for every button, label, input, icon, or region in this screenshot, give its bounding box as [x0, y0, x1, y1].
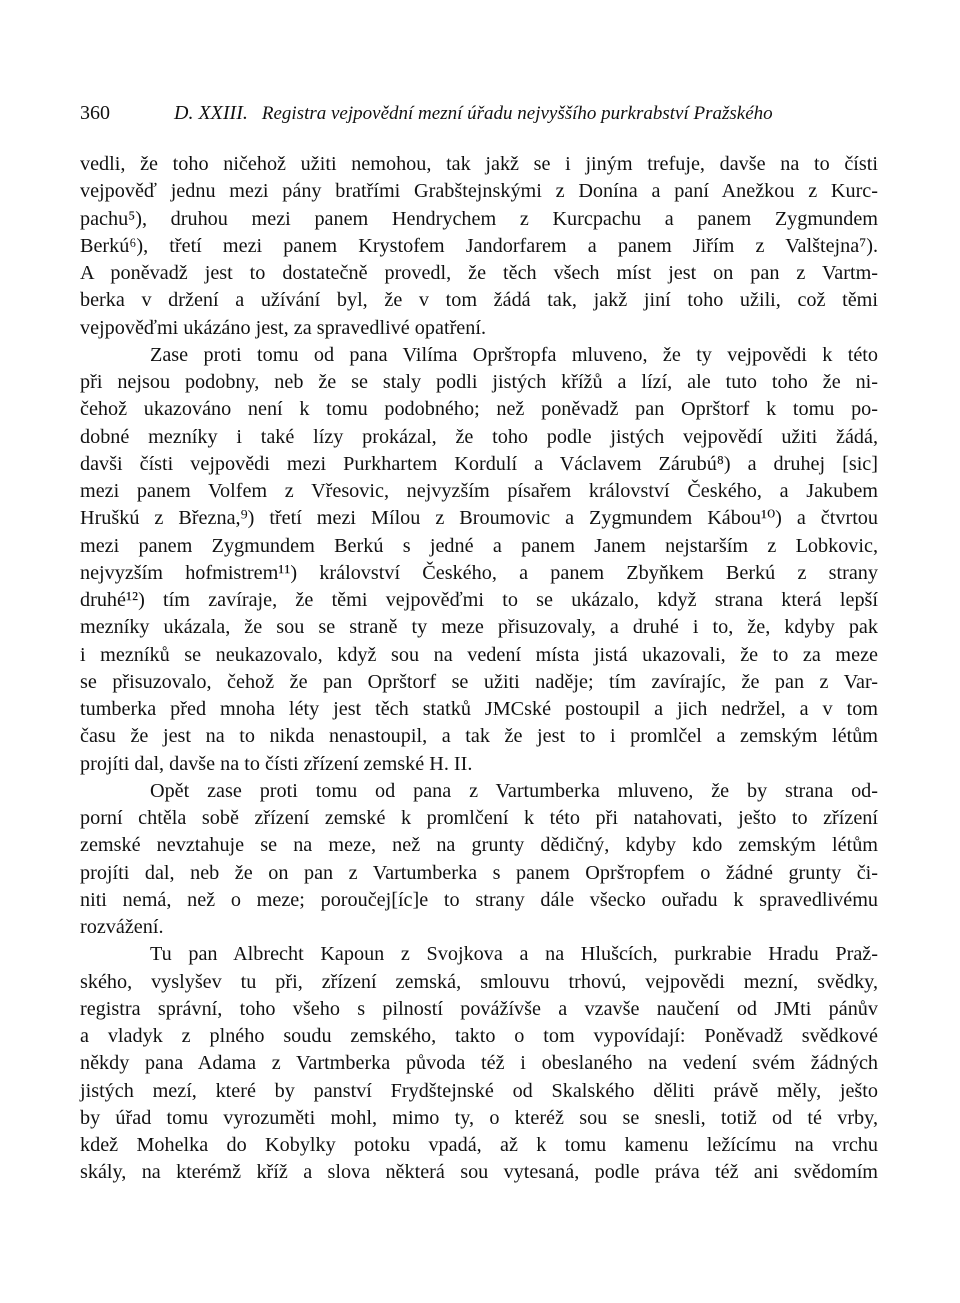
text-line: A poněvadž jest to dostatečně provedl, že těch všech míst jest on pan z Vartm- — [80, 262, 878, 284]
text-line: čehož ukazováno není k tomu podobného; než poněvadž pan Oprštorf k tomu po- — [80, 398, 878, 421]
text-line: i mezníků se neukazovalo, když sou na vedení místa jistá ukazovali, že to za meze — [80, 643, 878, 666]
running-head — [80, 98, 878, 129]
text-line: Zase proti tomu od pana Vilíma Opršторfa mluveno, že ty vejpovědi k této — [150, 343, 878, 366]
text-line: někdy pana Adama z Vartmberka původa též i obeslaného na vedení svém žádných — [80, 1052, 878, 1075]
text-line: se přisuzovalo, čehož že pan Oprštorf se užiti naděje; tím zavírajíc, že pan z Var- — [80, 670, 878, 693]
text-line: registra správní, toho všeho s pilností povážívše a vzavše naučení od JMti pánův — [80, 997, 878, 1020]
text-line: kdež Mohelka do Kobylky potoku vpadá, až k tomu kamenu ležícímu na vrchu — [80, 1134, 878, 1156]
text-line: času že jest na to nikda nenastoupil, a tak že jest to i promlčel a zemským létům — [80, 725, 878, 748]
text-line: mezi panem Volfem z Vřesovic, nejvyzším písařem království Českého, a Jakubem — [80, 480, 878, 502]
text-line: projíti dal, davše na to čísti zřízení zemské H. II. — [80, 752, 473, 775]
text-line: berka v držení a užívání byl, že v tom žádá tak, jakž jiní toho užili, což těmi — [80, 289, 878, 312]
text-line: projíti dal, neb že on pan z Vartumberka s panem Opršторfem o žádné grunty či- — [80, 861, 878, 884]
page-number: 360 — [80, 102, 110, 124]
text-line: Berkú⁶), třetí mezi panem Krystofem Jandorfarem a panem Jiřím z Valštejna⁷). — [80, 234, 878, 257]
paragraph — [80, 342, 878, 778]
text-line: a vladyk z plného soudu zemského, takto o tom vypovídají: Poněvadž svědkové — [80, 1025, 878, 1047]
running-title: Registra vejpovědní mezní úřadu nejvyššího purkrabství Pražského — [261, 103, 773, 124]
text-line: při nejsou podobny, neb že se staly podli jistých křížů a lízí, ale tuto toho že ni- — [80, 371, 878, 393]
series-label: D. XXIII. — [174, 102, 248, 124]
paragraph — [80, 151, 878, 342]
paragraph — [80, 778, 878, 942]
document-page — [80, 98, 878, 1187]
text-line: mezníky ukázala, že sou se straně ty meze přisuzovaly, a druhé i to, že, kdyby pak — [80, 616, 878, 639]
text-line: niti nemá, než o meze; poroučej[íc]e to strany dále všecko ouřadu k spravedlivému — [80, 888, 878, 911]
text-line: by úřad tomu vyrozuměti mohl, mimo ty, o kteréž sou se snesli, totiž od té vrby, — [80, 1106, 878, 1129]
text-line: tumberka před mnoha léty jest těch statků JMCské postoupil a jich nedržel, a v tom — [80, 698, 878, 720]
text-line: ského, vyslyšev tu při, zřízení zemská, smlouvu trhovú, vejpovědi mezní, svědky, — [80, 970, 878, 993]
text-line: porní chtěla sobě zřízení zemské k promlčení k této při natahovati, ješto to zřízení — [80, 807, 878, 829]
text-line: mezi panem Zygmundem Berkú s jedné a panem Janem nejstarším z Lobkovic, — [80, 534, 878, 557]
paragraph — [80, 941, 878, 1186]
text-line: pachu⁵), druhou mezi panem Hendrychem z Kurcpachu a panem Zygmundem — [80, 207, 878, 230]
text-line: druhé¹²) tím zavíraje, že těmi vejpověďmi to se ukázalo, když strana která lepší — [80, 589, 878, 611]
text-line: davši čísti vejpovědi mezi Purkhartem Kordulí a Václavem Zárubú⁸) a druhej [sic] — [80, 452, 878, 475]
text-line: nejvyzším hofmistrem¹¹) království Českého, a panem Zbyňkem Berkú z strany — [80, 561, 878, 584]
text-line: jistých mezí, které by panství Frydštejnské od Skalského děliti právě měly, ješto — [80, 1079, 878, 1102]
text-line: zemské nevztahuje se na meze, než na grunty dědičný, kdyby kdo zemským létům — [80, 834, 878, 857]
text-line: Hruškú z Března,⁹) třetí mezi Mílou z Broumovic a Zygmundem Kábou¹⁰) a čtvrtou — [80, 507, 878, 530]
body-text — [80, 151, 878, 1187]
text-line: Tu pan Albrecht Kapoun z Svojkova a na Hlušcích, purkrabie Hradu Praž- — [150, 943, 878, 966]
text-line: rozvážení. — [80, 916, 164, 938]
text-line: vejpověďmi ukázáno jest, za spravedlivé opatření. — [80, 316, 486, 339]
text-line: dobné mezníky i také lízy prokázal, že toho podle jistých vejpovědí užiti žádá, — [80, 425, 878, 448]
text-line: vejpověď jednu mezi pány bratřími Grabštejnskými z Donína a paní Anežkou z Kurc- — [80, 180, 878, 203]
text-line: skály, na kterémž kříž a slova některá sou vytesaná, podle práva též ani svědomím — [80, 1161, 878, 1184]
text-line: vedli, že toho ničehož užiti nemohou, tak jakž se i jiným trefuje, davše na to čísti — [80, 153, 878, 175]
text-line: Opět zase proti tomu od pana z Vartumberka mluveno, že by strana od- — [150, 779, 878, 802]
